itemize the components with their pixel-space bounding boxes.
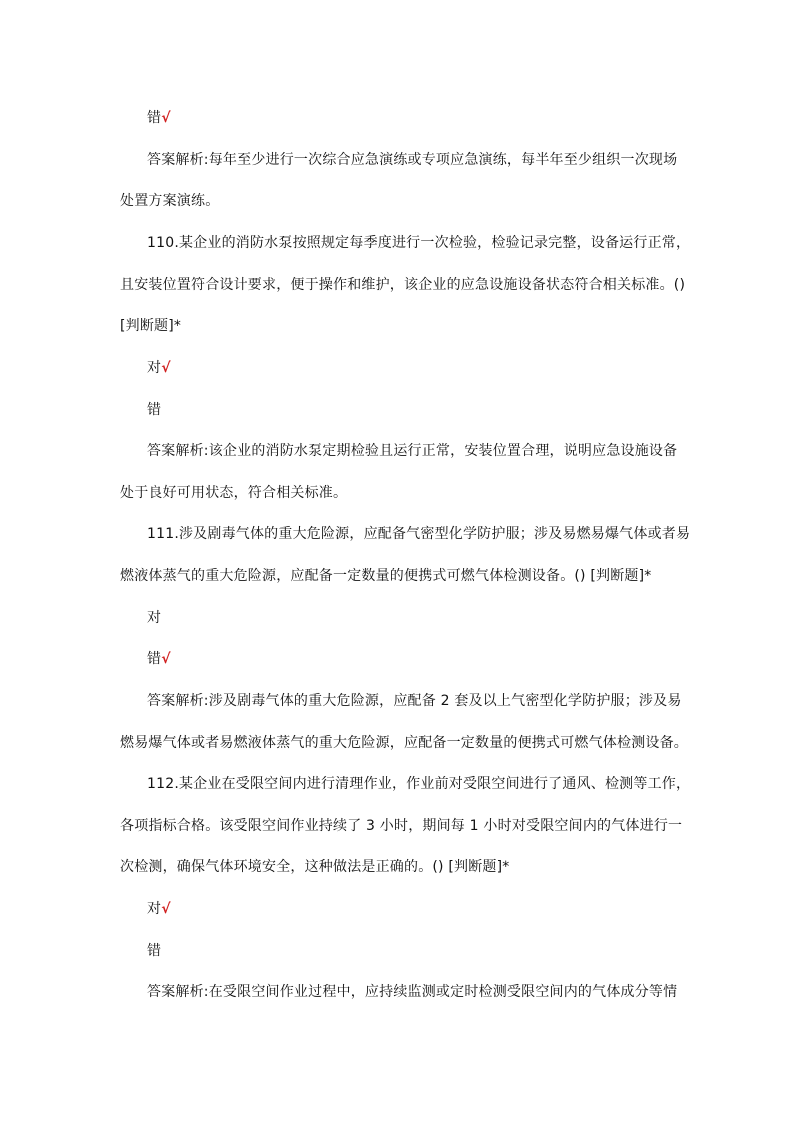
answer-explanation: 答案解析:涉及剧毒气体的重大危险源，应配备 2 套及以上气密型化学防护服；涉及易 xyxy=(147,693,682,709)
option-correct xyxy=(147,358,171,378)
option-wrong xyxy=(147,108,171,128)
option-correct: 对 xyxy=(147,610,162,626)
option-label: 对 xyxy=(147,360,162,376)
check-mark-icon: √ xyxy=(161,651,171,667)
answer-explanation-cont: 处于良好可用状态，符合相关标准。 xyxy=(120,485,348,501)
question-112: 112.某企业在受限空间内进行清理作业，作业前对受限空间进行了通风、检测等工作， xyxy=(147,776,691,792)
option-label: 对 xyxy=(147,901,162,917)
answer-explanation: 答案解析:该企业的消防水泵定期检验且运行正常，安装位置合理，说明应急设施设备 xyxy=(147,443,678,459)
question-110: 110.某企业的消防水泵按照规定每季度进行一次检验，检验记录完整，设备运行正常， xyxy=(147,235,691,251)
question-111: 111.涉及剧毒气体的重大危险源，应配备气密型化学防护服；涉及易燃易爆气体或者易 xyxy=(147,526,691,542)
question-112-cont: 各项指标合格。该受限空间作业持续了 3 小时，期间每 1 小时对受限空间内的气体进行一 xyxy=(120,818,683,834)
check-mark-icon: √ xyxy=(161,110,171,126)
question-112-cont-2: 次检测，确保气体环境安全，这种做法是正确的。() [判断题]* xyxy=(120,859,510,875)
option-wrong: 错 xyxy=(147,402,162,418)
option-wrong xyxy=(147,649,171,669)
option-wrong: 错 xyxy=(147,943,162,959)
answer-explanation: 答案解析:每年至少进行一次综合应急演练或专项应急演练，每半年至少组织一次现场 xyxy=(147,152,678,168)
check-mark-icon: √ xyxy=(161,360,171,376)
answer-explanation-cont: 燃易爆气体或者易燃液体蒸气的重大危险源，应配备一定数量的便携式可燃气体检测设备。 xyxy=(120,735,688,751)
answer-explanation: 答案解析:在受限空间作业过程中，应持续监测或定时检测受限空间内的气体成分等情 xyxy=(147,984,678,1000)
question-type: [判断题]* xyxy=(120,318,182,334)
option-correct xyxy=(147,899,171,919)
option-label: 错 xyxy=(147,651,162,667)
question-110-cont: 且安装位置符合设计要求，便于操作和维护，该企业的应急设施设备状态符合相关标准。() xyxy=(120,277,686,293)
option-label: 错 xyxy=(147,110,162,126)
answer-explanation-cont: 处置方案演练。 xyxy=(120,193,220,209)
check-mark-icon: √ xyxy=(161,901,171,917)
question-111-cont: 燃液体蒸气的重大危险源，应配备一定数量的便携式可燃气体检测设备。() [判断题]* xyxy=(120,568,652,584)
